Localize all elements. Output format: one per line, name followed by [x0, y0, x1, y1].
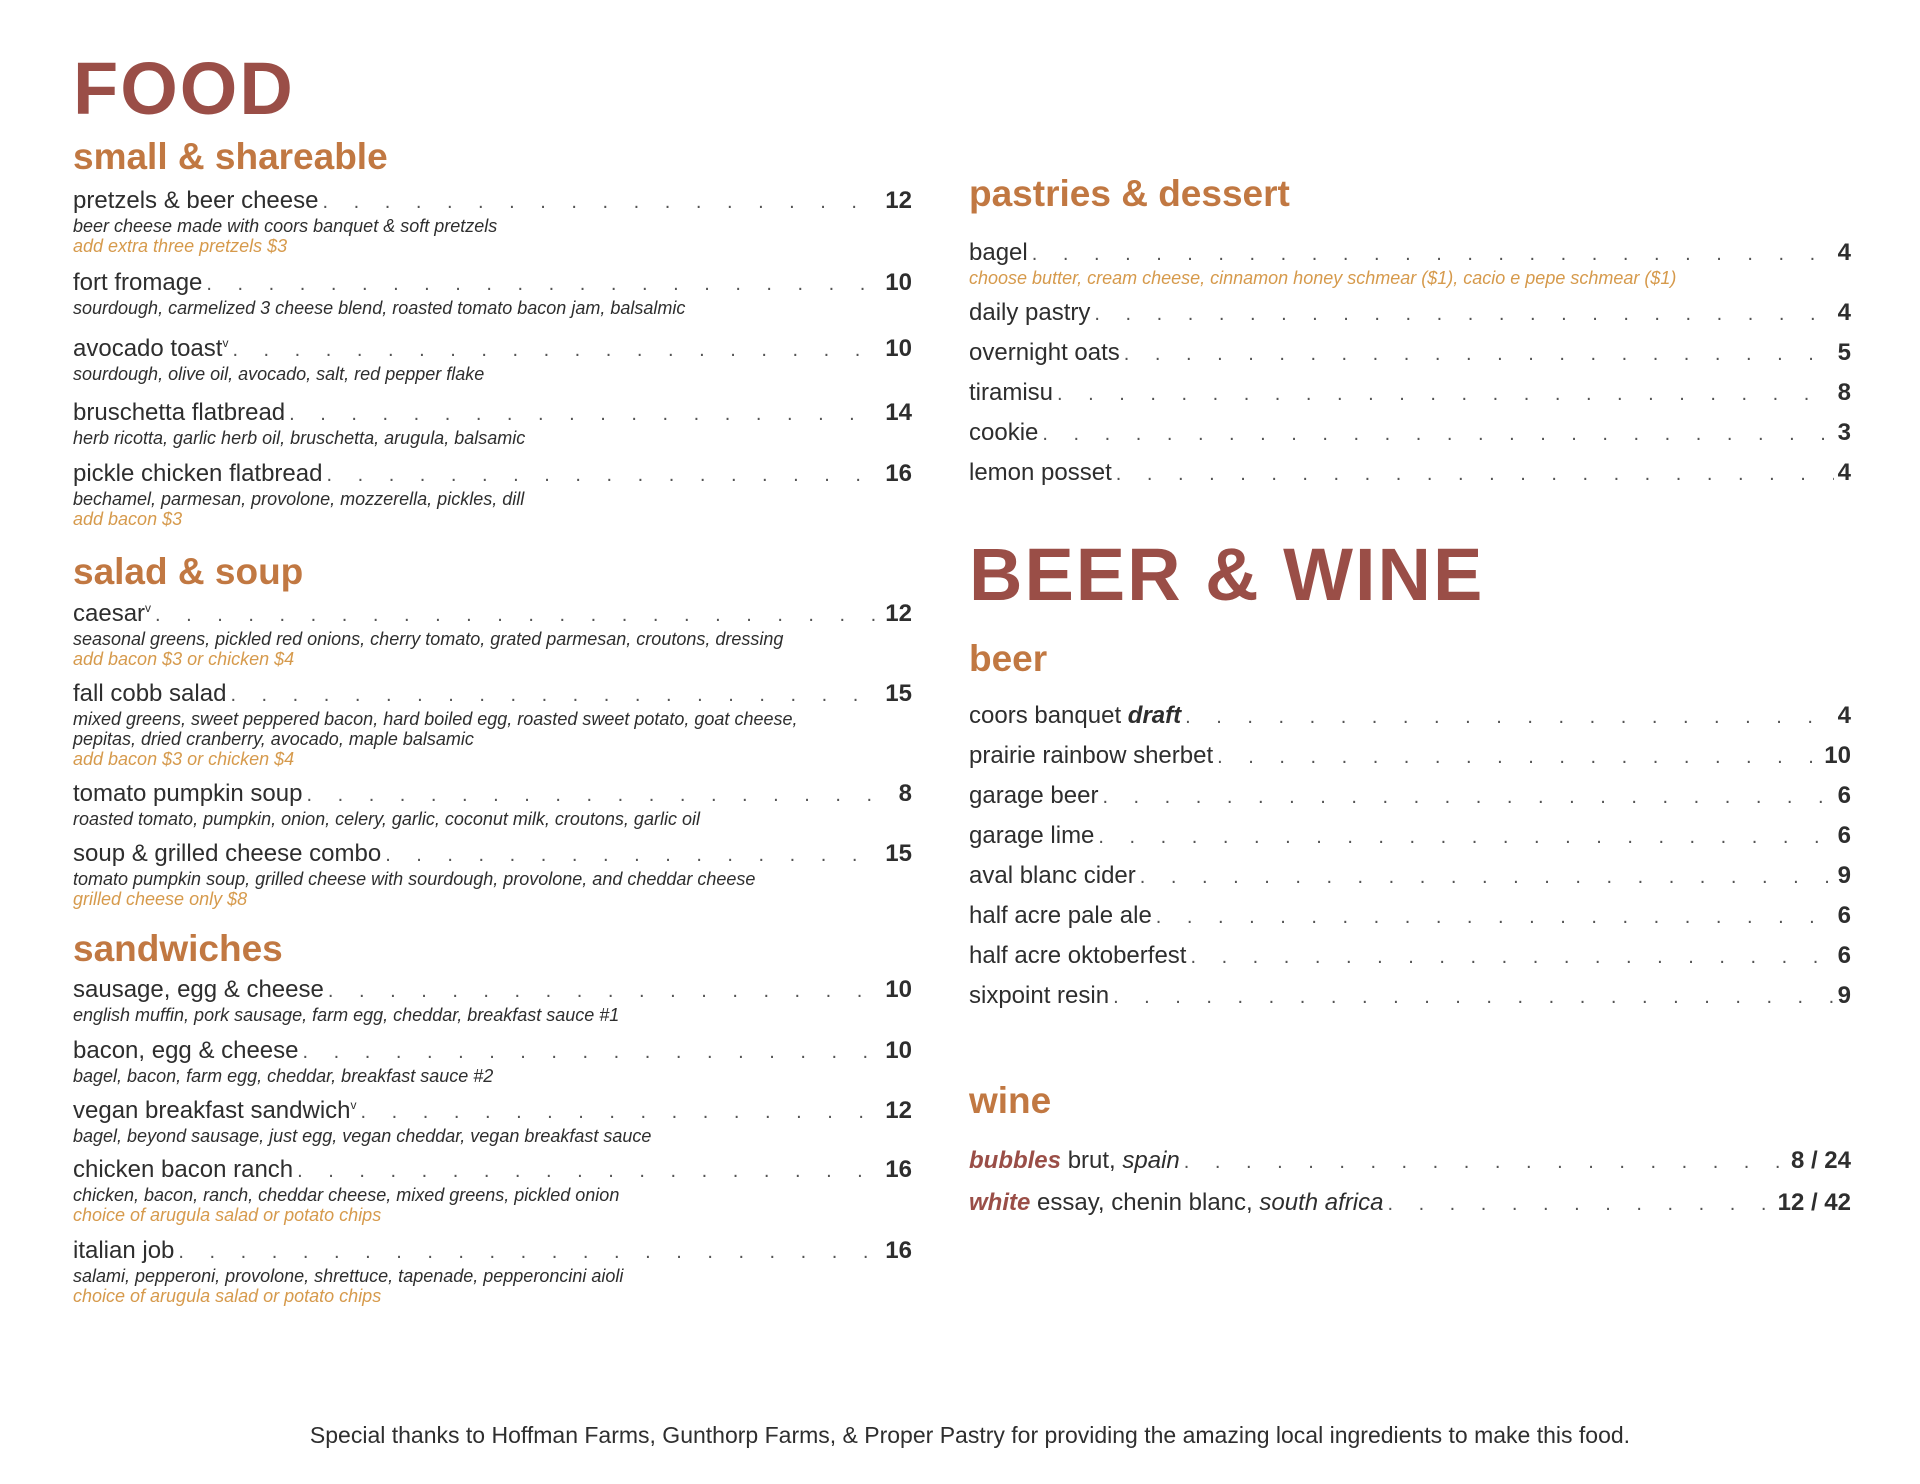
pastries-dessert-heading: pastries & dessert	[969, 173, 1290, 214]
beer-wine-title: BEER & WINE	[969, 533, 1485, 616]
menu-item	[969, 742, 1851, 771]
item-name: overnight oats	[969, 339, 1120, 366]
item-price: 12	[885, 187, 912, 214]
menu-item	[969, 379, 1851, 408]
menu-item	[73, 1097, 912, 1146]
dot-leader	[1116, 460, 1834, 488]
item-description: salami, pepperoni, provolone, shrettuce, tapenade, pepperoncini aioli	[73, 1266, 624, 1286]
dot-leader	[1098, 823, 1833, 851]
item-description: bechamel, parmesan, provolone, mozzerella, pickles, dill	[73, 489, 525, 509]
item-addon: add bacon $3 or chicken $4	[73, 649, 295, 669]
item-name: daily pastry	[969, 299, 1091, 326]
wine-type: white	[969, 1189, 1031, 1216]
item-name: bacon, egg & cheese	[73, 1037, 299, 1064]
dot-leader	[1387, 1190, 1773, 1218]
menu-item	[73, 680, 912, 769]
menu-item	[73, 335, 912, 384]
menu-item	[73, 1156, 912, 1225]
item-description: english muffin, pork sausage, farm egg, cheddar, breakfast sauce #1	[73, 1005, 620, 1025]
item-addon: choice of arugula salad or potato chips	[73, 1286, 382, 1306]
footer-thanks: Special thanks to Hoffman Farms, Gunthorp Farms, & Proper Pastry for providing the amazing local ingredients to make this food.	[309, 1422, 1631, 1448]
menu-item	[73, 1037, 912, 1086]
item-description: beer cheese made with coors banquet & soft pretzels	[73, 216, 498, 236]
item-price: 10	[885, 1037, 912, 1064]
item-name: fort fromage	[73, 269, 203, 296]
menu-item	[969, 1147, 1851, 1176]
menu-item	[73, 780, 912, 829]
item-name: tiramisu	[969, 379, 1054, 406]
item-name: garage lime	[969, 822, 1095, 849]
menu-item	[73, 460, 912, 529]
item-name: half acre oktoberfest	[969, 942, 1187, 969]
item-name: brut,	[1067, 1147, 1116, 1174]
dot-leader	[328, 977, 881, 1005]
menu-item	[73, 399, 912, 448]
dot-leader	[1156, 903, 1834, 931]
dot-leader	[303, 1038, 882, 1066]
item-price: 10	[885, 269, 912, 296]
dot-leader	[178, 1238, 881, 1266]
item-price: 10	[1824, 742, 1851, 769]
item-price: 6	[1837, 782, 1851, 809]
wine-type: bubbles	[969, 1147, 1062, 1174]
item-price: 9	[1837, 862, 1851, 889]
menu-item	[969, 902, 1851, 931]
item-addon: add bacon $3 or chicken $4	[73, 749, 295, 769]
item-name: fall cobb salad	[73, 680, 227, 707]
menu-item	[969, 782, 1851, 811]
item-name: cookie	[969, 419, 1039, 446]
dot-leader	[1124, 340, 1834, 368]
item-addon: add bacon $3	[73, 509, 183, 529]
item-name: sixpoint resin	[969, 982, 1110, 1009]
item-price: 9	[1837, 982, 1851, 1009]
menu-item	[73, 269, 912, 318]
dot-leader	[326, 461, 881, 489]
item-price: 6	[1837, 942, 1851, 969]
item-name: tomato pumpkin soup	[73, 780, 303, 807]
dot-leader	[385, 841, 881, 869]
dot-leader	[1184, 1148, 1787, 1176]
dot-leader	[1057, 380, 1834, 408]
item-description: mixed greens, sweet peppered bacon, hard boiled egg, roasted sweet potato, goat cheese,	[73, 709, 798, 729]
item-price: 16	[885, 460, 912, 487]
menu-item	[969, 942, 1851, 971]
item-name: sausage, egg & cheese	[73, 976, 324, 1003]
dot-leader	[1185, 703, 1834, 731]
menu-item	[73, 976, 912, 1025]
dot-leader	[361, 1098, 882, 1126]
item-price: 15	[885, 680, 912, 707]
item-name: chicken bacon ranch	[73, 1156, 294, 1183]
wine-origin: south africa	[1259, 1189, 1384, 1216]
item-description: bagel, beyond sausage, just egg, vegan cheddar, vegan breakfast sauce	[73, 1126, 652, 1146]
item-name: aval blanc cider	[969, 862, 1136, 889]
dot-leader	[1102, 783, 1833, 811]
vegetarian-mark: v	[350, 1098, 357, 1112]
item-price: 10	[885, 335, 912, 362]
dot-leader	[1094, 300, 1833, 328]
item-price: 3	[1837, 419, 1851, 446]
item-description: herb ricotta, garlic herb oil, bruschetta, arugula, balsamic	[73, 428, 526, 448]
menu-item	[73, 1237, 912, 1306]
menu-item	[73, 840, 912, 909]
dot-leader	[1140, 863, 1834, 891]
item-addon: choose butter, cream cheese, cinnamon honey schmear ($1), cacio e pepe schmear ($1)	[969, 268, 1677, 288]
dot-leader	[1190, 943, 1833, 971]
item-name: coors banquet	[969, 702, 1122, 729]
sandwiches-heading: sandwiches	[73, 928, 283, 969]
item-price: 6	[1837, 902, 1851, 929]
item-price: 12 / 42	[1777, 1189, 1851, 1216]
item-description: sourdough, carmelized 3 cheese blend, roasted tomato bacon jam, balsalmic	[73, 298, 686, 318]
dot-leader	[297, 1157, 881, 1185]
dot-leader	[1217, 743, 1820, 771]
item-price: 12	[885, 600, 912, 627]
item-price: 16	[885, 1237, 912, 1264]
item-price: 4	[1837, 702, 1851, 729]
item-name: caesar	[73, 600, 146, 627]
beer-heading: beer	[969, 638, 1048, 679]
item-name: pretzels & beer cheese	[73, 187, 319, 214]
menu-item	[969, 702, 1851, 731]
item-addon: add extra three pretzels $3	[73, 236, 288, 256]
item-name: italian job	[73, 1237, 175, 1264]
food-title: FOOD	[73, 47, 295, 130]
item-description: bagel, bacon, farm egg, cheddar, breakfast sauce #2	[73, 1066, 494, 1086]
dot-leader	[230, 681, 881, 709]
item-price: 4	[1837, 239, 1851, 266]
menu-item	[73, 187, 912, 256]
item-name: garage beer	[969, 782, 1099, 809]
menu-item	[969, 339, 1851, 368]
item-description: pepitas, dried cranberry, avocado, maple balsamic	[73, 729, 474, 749]
dot-leader	[1032, 240, 1834, 268]
dot-leader	[289, 400, 881, 428]
item-price: 5	[1837, 339, 1851, 366]
item-price: 12	[885, 1097, 912, 1124]
item-name: bagel	[969, 239, 1028, 266]
menu-item	[969, 822, 1851, 851]
item-price: 15	[885, 840, 912, 867]
dot-leader	[206, 270, 881, 298]
item-description: roasted tomato, pumpkin, onion, celery, garlic, coconut milk, croutons, garlic oil	[73, 809, 700, 829]
wine-origin: spain	[1122, 1147, 1180, 1174]
item-price: 8	[898, 780, 912, 807]
small-shareable-heading: small & shareable	[73, 136, 388, 177]
dot-leader	[322, 188, 881, 216]
vegetarian-mark: v	[145, 601, 152, 615]
menu-item	[73, 600, 912, 669]
draft-label: draft	[1127, 702, 1182, 729]
item-price: 6	[1837, 822, 1851, 849]
item-name: bruschetta flatbread	[73, 399, 286, 426]
menu-item	[969, 1189, 1851, 1218]
dot-leader	[306, 781, 894, 809]
menu-item	[969, 299, 1851, 328]
item-name: avocado toast	[73, 335, 223, 362]
item-description: chicken, bacon, ranch, cheddar cheese, mixed greens, pickled onion	[73, 1185, 620, 1205]
item-description: tomato pumpkin soup, grilled cheese with sourdough, provolone, and cheddar cheese	[73, 869, 756, 889]
menu-item	[969, 459, 1851, 488]
item-price: 16	[885, 1156, 912, 1183]
dot-leader	[155, 601, 881, 629]
menu-item	[969, 982, 1851, 1011]
item-price: 8	[1837, 379, 1851, 406]
menu-item	[969, 419, 1851, 448]
salad-soup-heading: salad & soup	[73, 551, 304, 592]
item-name: prairie rainbow sherbet	[969, 742, 1214, 769]
item-name: vegan breakfast sandwich	[73, 1097, 351, 1124]
item-name: soup & grilled cheese combo	[73, 840, 382, 867]
item-price: 10	[885, 976, 912, 1003]
dot-leader	[1113, 983, 1834, 1011]
dot-leader	[1042, 420, 1833, 448]
item-addon: choice of arugula salad or potato chips	[73, 1205, 382, 1225]
wine-heading: wine	[969, 1080, 1052, 1121]
item-description: sourdough, olive oil, avocado, salt, red pepper flake	[73, 364, 485, 384]
item-price: 4	[1837, 459, 1851, 486]
item-price: 14	[885, 399, 912, 426]
item-addon: grilled cheese only $8	[73, 889, 248, 909]
item-price: 8 / 24	[1790, 1147, 1851, 1174]
item-name: pickle chicken flatbread	[73, 460, 323, 487]
item-name: lemon posset	[969, 459, 1112, 486]
menu-item	[969, 862, 1851, 891]
item-description: seasonal greens, pickled red onions, cherry tomato, grated parmesan, croutons, dressing	[73, 629, 784, 649]
vegetarian-mark: v	[222, 336, 229, 350]
dot-leader	[232, 336, 881, 364]
item-name: essay, chenin blanc,	[1037, 1189, 1253, 1216]
item-price: 4	[1837, 299, 1851, 326]
item-name: half acre pale ale	[969, 902, 1152, 929]
menu-item	[969, 239, 1851, 288]
